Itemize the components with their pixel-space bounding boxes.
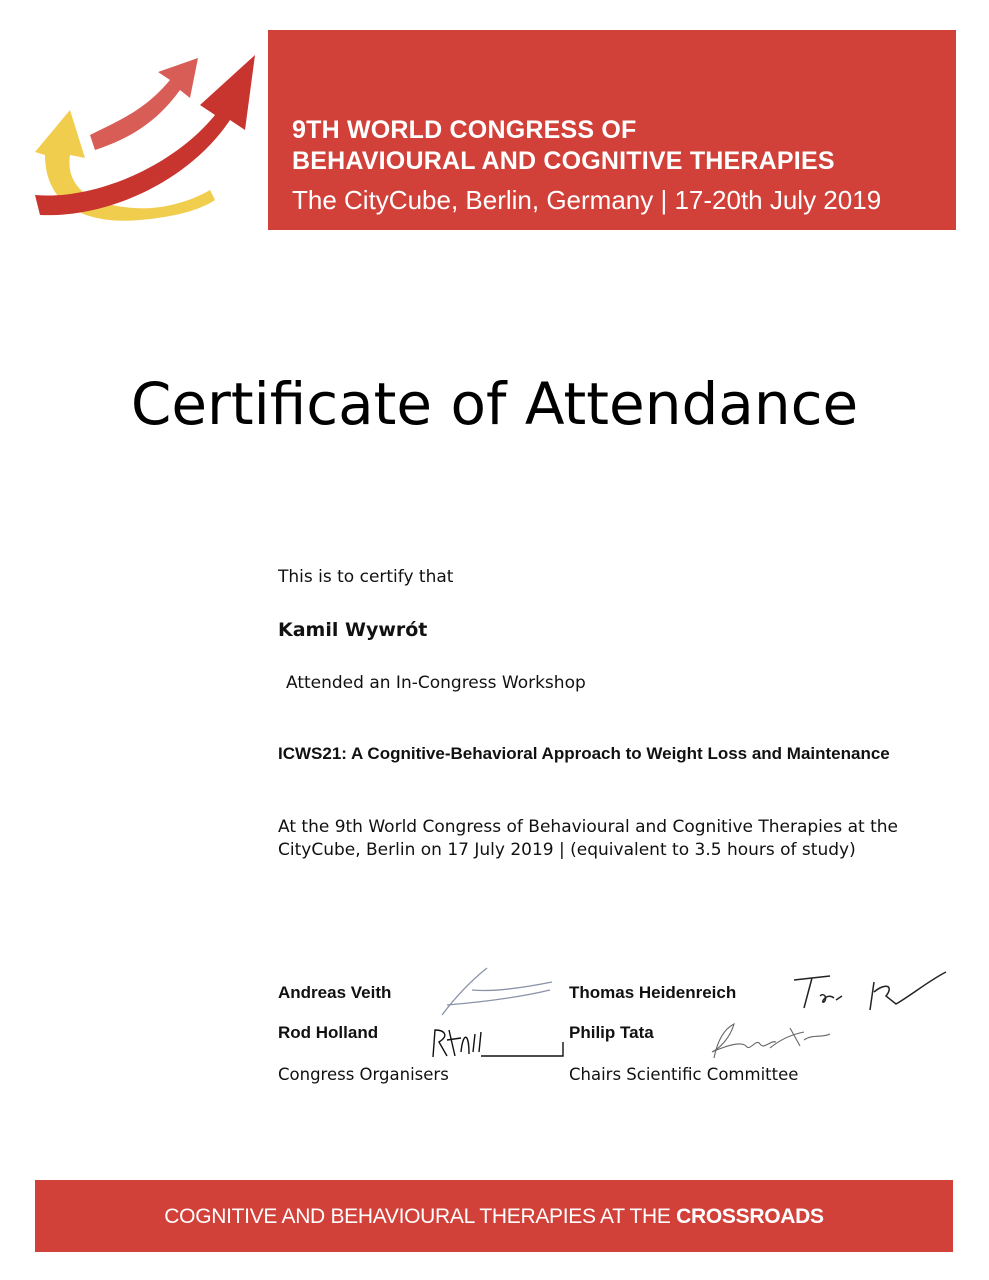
header-banner <box>268 30 956 230</box>
footer-tagline-regular: COGNITIVE AND BEHAVIOURAL THERAPIES AT THE <box>164 1205 677 1228</box>
location-statement: At the 9th World Congress of Behavioural and Cognitive Therapies at the CityCube, Berlin on 17 July 2019 | (equivalent to 3.5 hours of study) <box>278 817 899 860</box>
congress-venue-dates: The CityCube, Berlin, Germany | 17-20th July 2019 <box>292 185 882 215</box>
attendee-name: Kamil Wywrót <box>278 619 428 641</box>
signatory-name: Philip Tata <box>569 1023 654 1042</box>
signature-heidenreich <box>790 966 950 1016</box>
attendance-type: Attended an In-Congress Workshop <box>286 673 586 693</box>
certify-intro: This is to certify that <box>278 567 454 587</box>
signature-tata <box>700 1018 835 1068</box>
signatory-role: Chairs Scientific Committee <box>569 1065 799 1084</box>
footer-tagline-bold: CROSSROADS <box>676 1205 824 1228</box>
workshop-title: ICWS21: A Cognitive-Behavioral Approach to Weight Loss and Maintenance <box>278 744 890 763</box>
signature-holland <box>425 1022 570 1067</box>
signatory-name: Andreas Veith <box>278 983 392 1002</box>
congress-title-line2: BEHAVIOURAL AND COGNITIVE THERAPIES <box>292 147 835 175</box>
signatory-name: Thomas Heidenreich <box>569 983 737 1002</box>
congress-title-line1: 9TH WORLD CONGRESS OF <box>292 116 637 144</box>
signature-veith <box>432 960 562 1020</box>
certificate-title: Certificate of Attendance <box>130 370 859 438</box>
signatory-name: Rod Holland <box>278 1023 379 1042</box>
footer-banner <box>35 1180 953 1252</box>
congress-logo <box>30 40 270 240</box>
footer-tagline <box>35 1205 953 1229</box>
signatory-role: Congress Organisers <box>278 1065 449 1084</box>
